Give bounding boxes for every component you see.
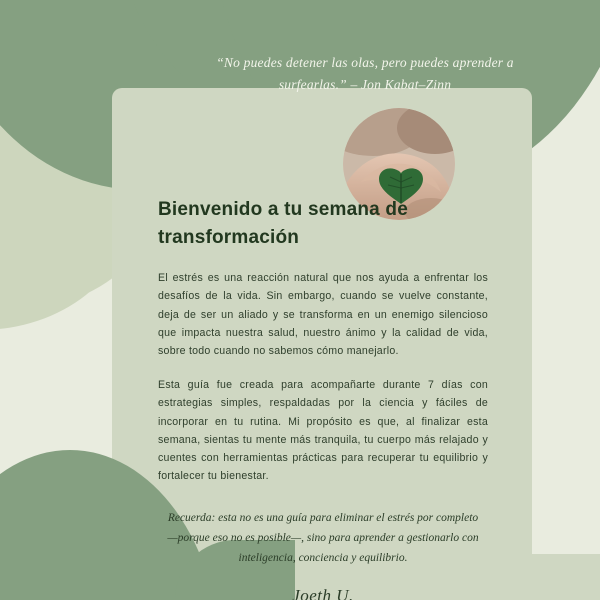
- document-body: [158, 196, 488, 600]
- decorative-shape-bottom-right: [510, 554, 600, 600]
- header-quote: “No puedes detener las olas, pero puedes aprender a surfearlas.” – Jon Kabat–Zinn: [216, 55, 514, 92]
- paragraph-one: El estrés es una reacción natural que nos ayuda a enfrentar los desafíos de la vida. Sin embargo, cuando se vuelve constante, deja de ser un aliado y se transforma en un enemigo silencioso que impacta nuestra salud, nuestro ánimo y la calidad de vida, sobre todo cuando no sabemos cómo manejarlo.: [158, 272, 488, 357]
- closing-note: Recuerda: esta no es una guía para eliminar el estrés por completo —porque eso no es posible—, sino para aprender a gestionarlo con inteligencia, conciencia y equilibrio.: [167, 511, 479, 564]
- page-title: Bienvenido a tu semana de transformación: [158, 199, 408, 248]
- paragraph-two: Esta guía fue creada para acompañarte durante 7 días con estrategias simples, respaldadas por la ciencia y fáciles de incorporar en tu rutina. Mi propósito es que, al finalizar esta semana, sientas tu mente más tranquila, tu cuerpo más relajado y cuentes con herramientas prácticas para recuperar tu equilibrio y fortalecer tu bienestar.: [158, 379, 488, 483]
- signature: Joeth U.: [292, 585, 354, 600]
